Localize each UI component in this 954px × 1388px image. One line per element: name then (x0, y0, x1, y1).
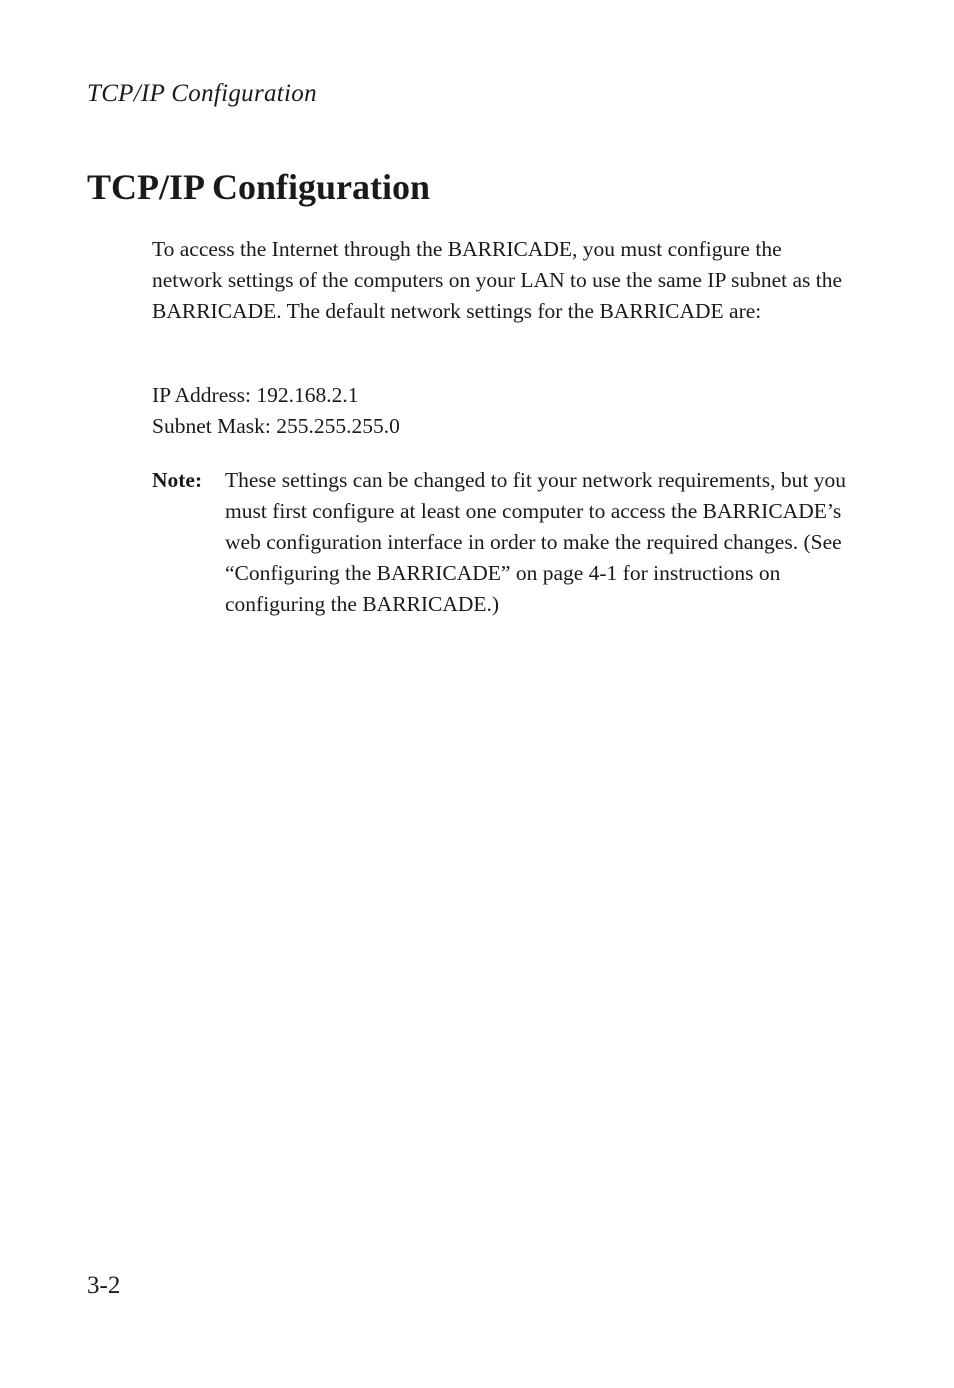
note-label: Note: (152, 468, 203, 492)
note-text: These settings can be changed to fit your network requirements, but you must first configure at least one computer to access the BARRICADE’s web configuration interface in order to make the required changes. (See “Configuring the BARRICADE” on page 4-1 for instructions on configuring the BARRICADE.) (225, 468, 846, 616)
ip-address-line: IP Address: 192.168.2.1 (152, 383, 359, 407)
subnet-mask-line: Subnet Mask: 255.255.255.0 (152, 414, 400, 438)
default-settings (152, 380, 852, 442)
page-title: TCP/IP Configuration (87, 167, 431, 207)
running-header: TCP/IP Configuration (87, 80, 317, 107)
page-number: 3-2 (87, 1272, 121, 1299)
intro-paragraph: To access the Internet through the BARRICADE, you must configure the network settings of the computers on your LAN to use the same IP subnet as the BARRICADE. The default network settings for the BARRICADE are: (152, 237, 843, 323)
note-block (152, 465, 852, 620)
